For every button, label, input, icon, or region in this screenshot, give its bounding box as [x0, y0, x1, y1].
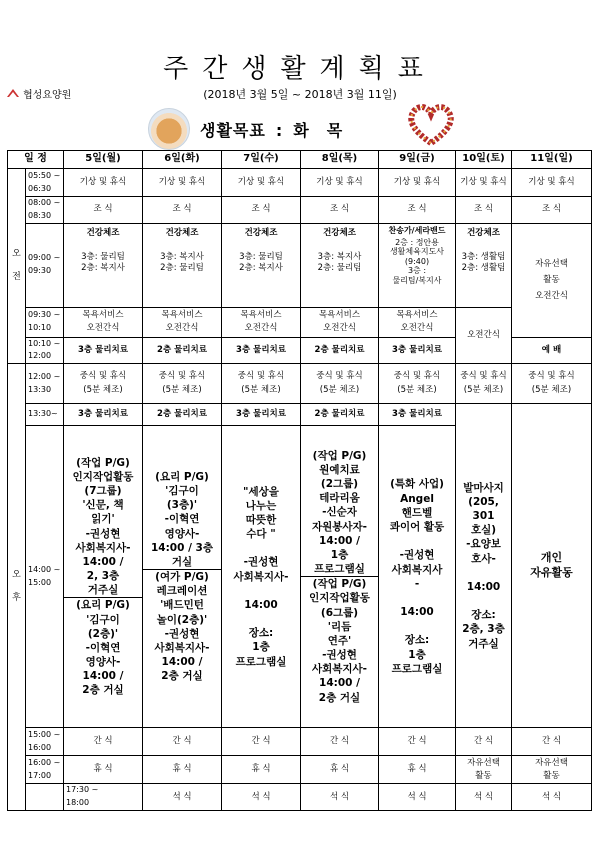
exercise-title: 건강체조 — [467, 227, 500, 238]
program-entry: (작업 P/G) 원예치료 (2그룹) 테라리움 -신순자 자원봉사자- 14:00 / 1층 프로그램실 — [301, 449, 378, 578]
header-row — [8, 151, 592, 169]
schedule-cell: 2층 물리치료 — [143, 337, 222, 364]
day-header: 7일(수) — [222, 151, 301, 169]
schedule-cell: 중식 및 휴식 (5분 체조) — [301, 364, 379, 404]
program-entry: (여가 P/G) 레크레이션 '배드민턴 놀이(2층)' -권성현 사회복지사- 14:00 / 2층 거실 — [154, 571, 210, 683]
day-header: 10일(토) — [456, 151, 512, 169]
goal-label: 생활목표 — [200, 121, 266, 140]
schedule-cell: 간 식 — [456, 728, 512, 756]
schedule-cell: 기상 및 휴식 — [301, 169, 379, 197]
exercise-title: 건강체조 — [86, 227, 120, 238]
schedule-cell: 석 식 — [379, 784, 456, 811]
schedule-cell — [143, 426, 222, 728]
exercise-detail: 3층: 물리팀 2층: 복지사 — [81, 252, 125, 273]
schedule-cell: 기상 및 휴식 — [379, 169, 456, 197]
schedule-cell — [379, 223, 456, 307]
schedule-row-exercise — [8, 223, 592, 307]
time-cell: 09:30 ~ 10:10 — [26, 307, 64, 337]
schedule-cell: 석 식 — [222, 784, 301, 811]
time-cell: 12:00 ~ 13:30 — [26, 364, 64, 404]
schedule-cell: 간 식 — [512, 728, 592, 756]
schedule-cell: 기상 및 휴식 — [512, 169, 592, 197]
schedule-row-snack — [8, 728, 592, 756]
exercise-title: 건강체조 — [165, 227, 199, 238]
time-cell: 08:00 ~ 08:30 — [26, 197, 64, 224]
schedule-cell: 석 식 — [512, 784, 592, 811]
time-cell: 13:30~ — [26, 404, 64, 426]
schedule-row-lunch — [8, 364, 592, 404]
schedule-cell — [64, 223, 143, 307]
time-cell: 15:00 ~ 16:00 — [26, 728, 64, 756]
exercise-detail: 3층: 생활팀 2층: 생활팀 — [461, 252, 506, 273]
schedule-cell: 간 식 — [301, 728, 379, 756]
heart-wreath-image — [406, 103, 456, 147]
schedule-cell: 기상 및 휴식 — [222, 169, 301, 197]
time-cell: 05:50 ~ 06:30 — [26, 169, 64, 197]
program-entry: (요리 P/G) '김구이 (3층)' -이혁연 영양사- 14:00 / 3층 거실 — [143, 470, 221, 570]
schedule-cell: 석 식 — [301, 784, 379, 811]
schedule-header: 일 정 — [8, 151, 64, 169]
exercise-title: 건강체조 — [323, 227, 356, 238]
schedule-cell: 개인 자유활동 — [512, 404, 592, 728]
schedule-cell: 중식 및 휴식 (5분 체조) — [222, 364, 301, 404]
schedule-cell: 자유선택 활동 오전간식 — [512, 223, 592, 337]
day-header: 11일(일) — [512, 151, 592, 169]
schedule-cell: 휴 식 — [301, 756, 379, 784]
schedule-cell — [222, 223, 301, 307]
schedule-cell: 중식 및 휴식 (5분 체조) — [64, 364, 143, 404]
schedule-cell: 중식 및 휴식 (5분 체조) — [379, 364, 456, 404]
exercise-title: 찬송가/세라밴드 — [388, 225, 446, 235]
schedule-cell: 간 식 — [379, 728, 456, 756]
schedule-cell: 조 식 — [222, 197, 301, 224]
schedule-cell: 자유선택 활동 — [456, 756, 512, 784]
day-header: 9일(금) — [379, 151, 456, 169]
schedule-row-rest — [8, 756, 592, 784]
schedule-cell: 2층 물리치료 — [301, 337, 379, 364]
schedule-cell: 자유선택 활동 — [512, 756, 592, 784]
program-entry: (작업 P/G) 인지작업활동 (7그룹) '신문, 책 읽기' -권성현 사회복지사- 14:00 / 2, 3층 거주실 — [64, 456, 142, 599]
morning-label: 오 전 — [8, 169, 26, 364]
exercise-title: 건강체조 — [244, 227, 278, 238]
schedule-cell: 조 식 — [143, 197, 222, 224]
schedule-cell: 조 식 — [301, 197, 379, 224]
exercise-detail: 2층 : 정안용 생활체육지도사 (9:40) 3층 : 물리팀/복지사 — [389, 237, 445, 285]
schedule-cell: 간 식 — [143, 728, 222, 756]
time-cell: 10:10 ~ 12:00 — [26, 337, 64, 364]
schedule-cell: 석 식 — [143, 784, 222, 811]
schedule-cell — [456, 223, 512, 307]
day-header: 6일(화) — [143, 151, 222, 169]
schedule-cell: 휴 식 — [379, 756, 456, 784]
life-goal — [200, 118, 360, 141]
time-cell: 09:00 ~ 09:30 — [26, 223, 64, 307]
schedule-cell: 목욕서비스 오전간식 — [379, 307, 456, 337]
schedule-cell: 중식 및 휴식 (5분 체조) — [512, 364, 592, 404]
day-header: 5일(월) — [64, 151, 143, 169]
schedule-cell: 오전간식 — [456, 307, 512, 364]
schedule-row-wake — [8, 169, 592, 197]
schedule-cell — [301, 223, 379, 307]
schedule-row-breakfast — [8, 197, 592, 224]
schedule-cell: 목욕서비스 오전간식 — [64, 307, 143, 337]
schedule-cell: 3층 물리치료 — [379, 337, 456, 364]
schedule-cell: 2층 물리치료 — [143, 404, 222, 426]
schedule-row-pm-physio — [8, 404, 592, 426]
schedule-cell: 3층 물리치료 — [64, 404, 143, 426]
afternoon-label: 오 후 — [8, 364, 26, 811]
schedule-cell: 조 식 — [456, 197, 512, 224]
org-name: 협성요양원 — [23, 90, 72, 101]
time-cell: 14:00 ~ 15:00 — [26, 426, 64, 728]
schedule-cell: 중식 및 휴식 (5분 체조) — [143, 364, 222, 404]
schedule-cell: 기상 및 휴식 — [143, 169, 222, 197]
program-entry: "세상을 나누는 따뜻한 수다 " -권성현 사회복지사- 14:00 장소: 1층 프로그램실 — [222, 426, 301, 728]
time-cell: 16:00 ~ 17:00 — [26, 756, 64, 784]
schedule-cell: 목욕서비스 오전간식 — [222, 307, 301, 337]
schedule-cell: 3층 물리치료 — [222, 404, 301, 426]
schedule-cell: 예 배 — [512, 337, 592, 364]
program-entry: (특화 사업) Angel 핸드벨 콰이어 활동 -권성현 사회복지사 - 14:00 장소: 1층 프로그램실 — [379, 426, 456, 728]
schedule-cell: 3층 물리치료 — [64, 337, 143, 364]
exercise-detail: 3층: 복지사 2층: 물리팀 — [317, 252, 362, 273]
empty-side-cell — [26, 784, 64, 811]
plan-period: (2018년 3월 5일 ~ 2018년 3월 11일) — [203, 88, 397, 101]
exercise-detail: 3층: 복지사 2층: 물리팀 — [160, 252, 204, 273]
schedule-cell: 휴 식 — [143, 756, 222, 784]
weekly-schedule-table — [7, 150, 592, 811]
day-header: 8일(목) — [301, 151, 379, 169]
schedule-cell: 3층 물리치료 — [222, 337, 301, 364]
schedule-cell: 휴 식 — [222, 756, 301, 784]
exercise-detail: 3층: 물리팀 2층: 복지사 — [239, 252, 283, 273]
page-title: 주간생활계획표 — [163, 54, 437, 84]
schedule-cell — [301, 426, 379, 728]
schedule-cell: 3층 물리치료 — [379, 404, 456, 426]
schedule-cell: 조 식 — [379, 197, 456, 224]
schedule-cell: 기상 및 휴식 — [64, 169, 143, 197]
schedule-cell: 간 식 — [222, 728, 301, 756]
program-entry: (요리 P/G) '김구이 (2층)' -이혁연 영양사- 14:00 / 2층 거실 — [76, 599, 130, 697]
schedule-cell: 2층 물리치료 — [301, 404, 379, 426]
schedule-cell: 중식 및 휴식 (5분 체조) — [456, 364, 512, 404]
schedule-cell — [143, 223, 222, 307]
schedule-cell: 간 식 — [64, 728, 143, 756]
schedule-cell: 조 식 — [64, 197, 143, 224]
schedule-cell — [64, 426, 143, 728]
goal-separator: : — [275, 121, 284, 140]
goal-value: 화목 — [293, 121, 361, 140]
schedule-cell: 조 식 — [512, 197, 592, 224]
program-entry: (작업 P/G) 인지작업활동 (6그룹) '리듬 연주' -권성현 사회복지사- 14:00 / 2층 거실 — [309, 578, 370, 704]
schedule-cell: 휴 식 — [64, 756, 143, 784]
dog-image — [148, 108, 190, 150]
schedule-cell: 목욕서비스 오전간식 — [143, 307, 222, 337]
schedule-cell: 목욕서비스 오전간식 — [301, 307, 379, 337]
time-cell: 17:30 ~ 18:00 — [64, 784, 143, 811]
schedule-cell: 석 식 — [456, 784, 512, 811]
schedule-cell: 발마사지 (205, 301 호실) -요양보 호사- 14:00 장소: 2층, 3층 거주실 — [456, 404, 512, 728]
schedule-row-bath — [8, 307, 592, 337]
schedule-row-dinner — [8, 784, 592, 811]
schedule-cell: 기상 및 휴식 — [456, 169, 512, 197]
